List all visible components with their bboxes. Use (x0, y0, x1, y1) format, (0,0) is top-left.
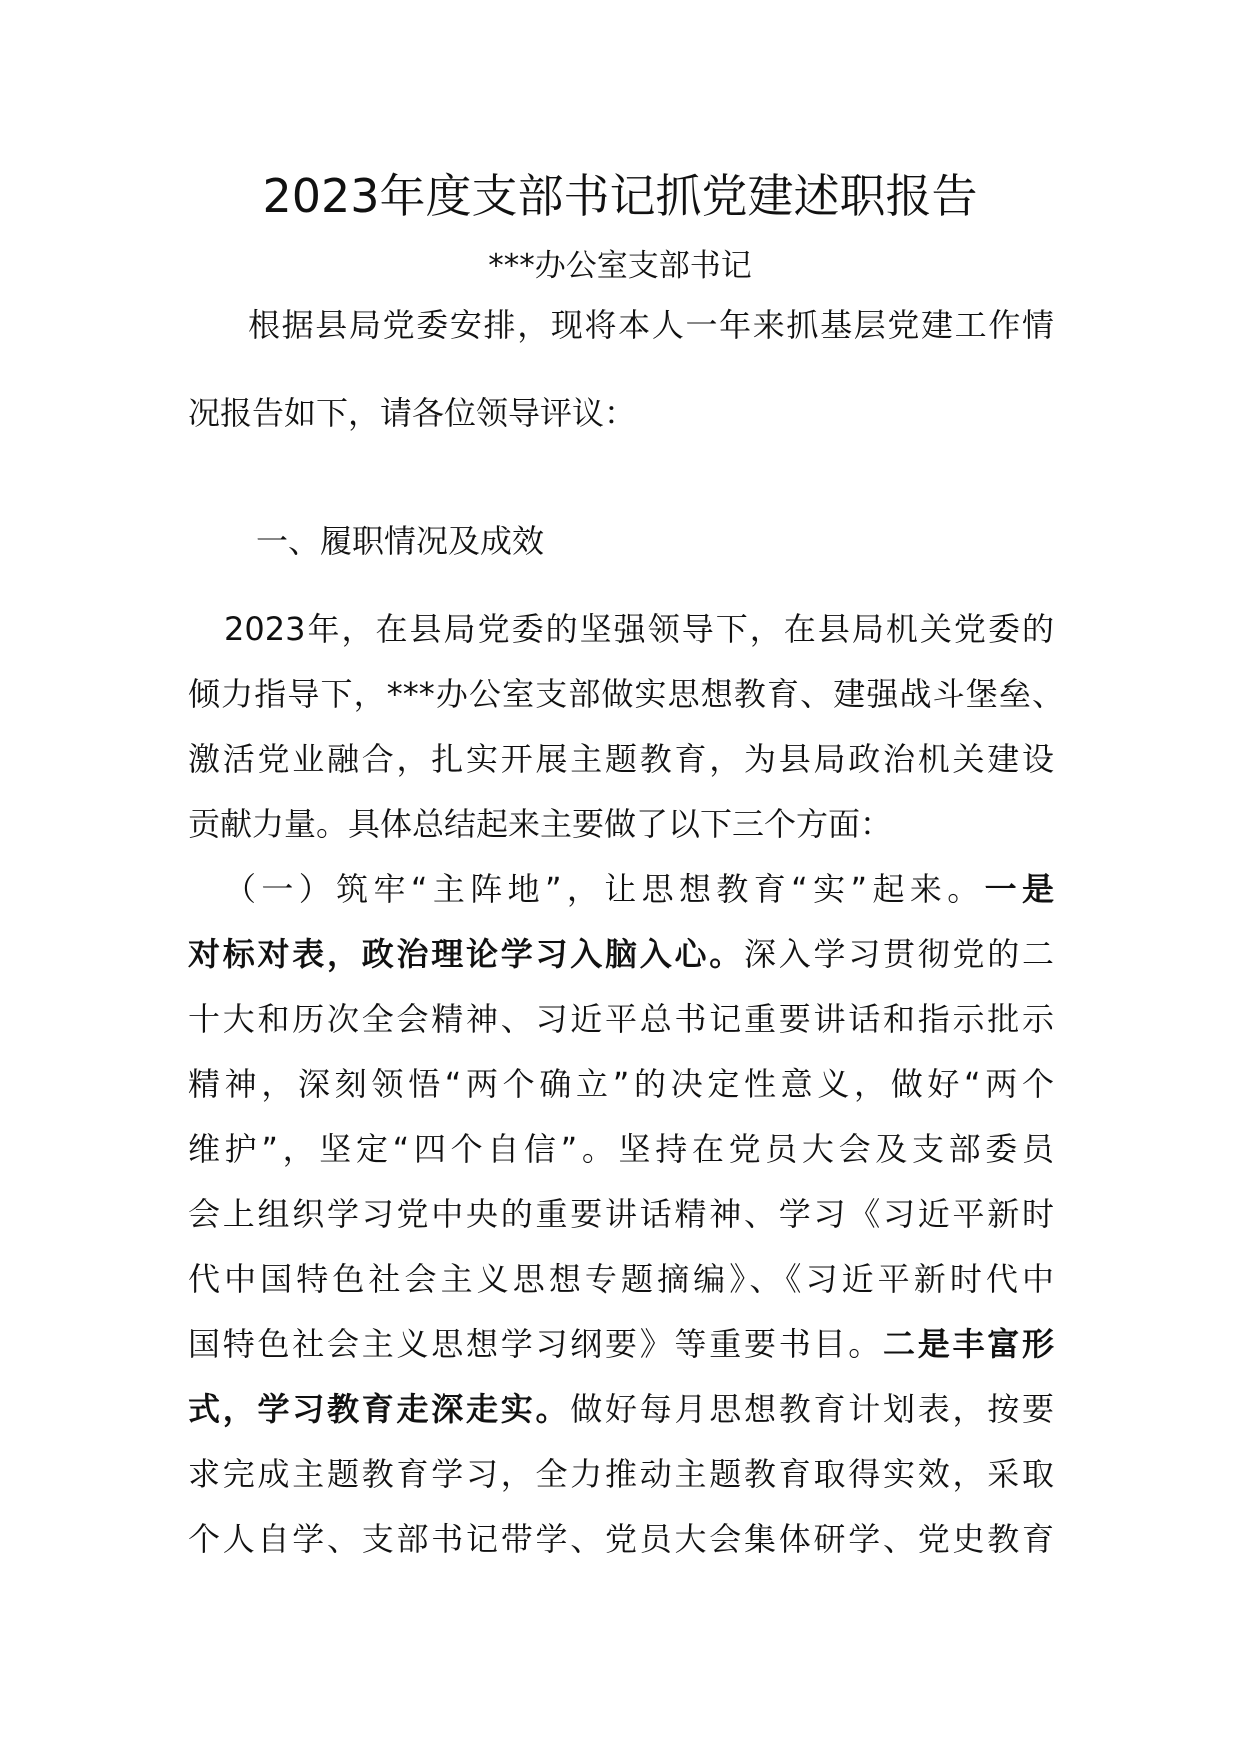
paragraph-line: 倾力指导下，***办公室支部做实思想教育、建强战斗堡垒、 (188, 675, 1064, 713)
paragraph-line: 贡献力量。具体总结起来主要做了以下三个方面： (188, 805, 893, 843)
paragraph-line: 维护”，坚定“四个自信”。坚持在党员大会及支部委员 (188, 1130, 1054, 1168)
document-author: ***办公室支部书记 (488, 248, 752, 284)
paragraph-line: 个人自学、支部书记带学、党员大会集体研学、党史教育 (188, 1520, 1054, 1558)
intro-line: 况报告如下，请各位领导评议： (188, 394, 637, 432)
paragraph-text: 国特色社会主义思想学习纲要》等重要书目。 (188, 1325, 883, 1363)
paragraph-line (188, 1386, 1054, 1432)
emphasis-text: 二是丰富形 (882, 1325, 1054, 1363)
paragraph-text: 深入学习贯彻党的二 (743, 935, 1054, 973)
paragraph-line: 会上组织学习党中央的重要讲话精神、学习《习近平新时 (188, 1195, 1054, 1233)
paragraph-line: 精神，深刻领悟“两个确立”的决定性意义，做好“两个 (188, 1065, 1054, 1103)
paragraph-line (224, 866, 1054, 912)
paragraph-line: 求完成主题教育学习，全力推动主题教育取得实效，采取 (188, 1455, 1054, 1493)
paragraph-line (188, 1321, 1054, 1367)
paragraph-line: 激活党业融合，扎实开展主题教育，为县局政治机关建设 (188, 740, 1054, 778)
intro-line: 根据县局党委安排，现将本人一年来抓基层党建工作情 (248, 306, 1054, 344)
emphasis-text: 一是 (984, 870, 1054, 908)
paragraph-text: （一）筑牢“主阵地”，让思想教育“实”起来。 (224, 870, 985, 908)
paragraph-line: 2023年，在县局党委的坚强领导下，在县局机关党委的 (224, 610, 1054, 648)
paragraph-line: 代中国特色社会主义思想专题摘编》、《习近平新时代中 (188, 1260, 1054, 1298)
paragraph-line (188, 931, 1054, 977)
emphasis-text: 式，学习教育走深走实。 (188, 1390, 571, 1428)
paragraph-line: 十大和历次全会精神、习近平总书记重要讲话和指示批示 (188, 1000, 1054, 1038)
document-title: 2023年度支部书记抓党建述职报告 (262, 169, 978, 223)
section-heading: 一、履职情况及成效 (256, 522, 545, 560)
paragraph-text: 做好每月思想教育计划表，按要 (570, 1390, 1054, 1428)
emphasis-text: 对标对表，政治理论学习入脑入心。 (188, 935, 744, 973)
